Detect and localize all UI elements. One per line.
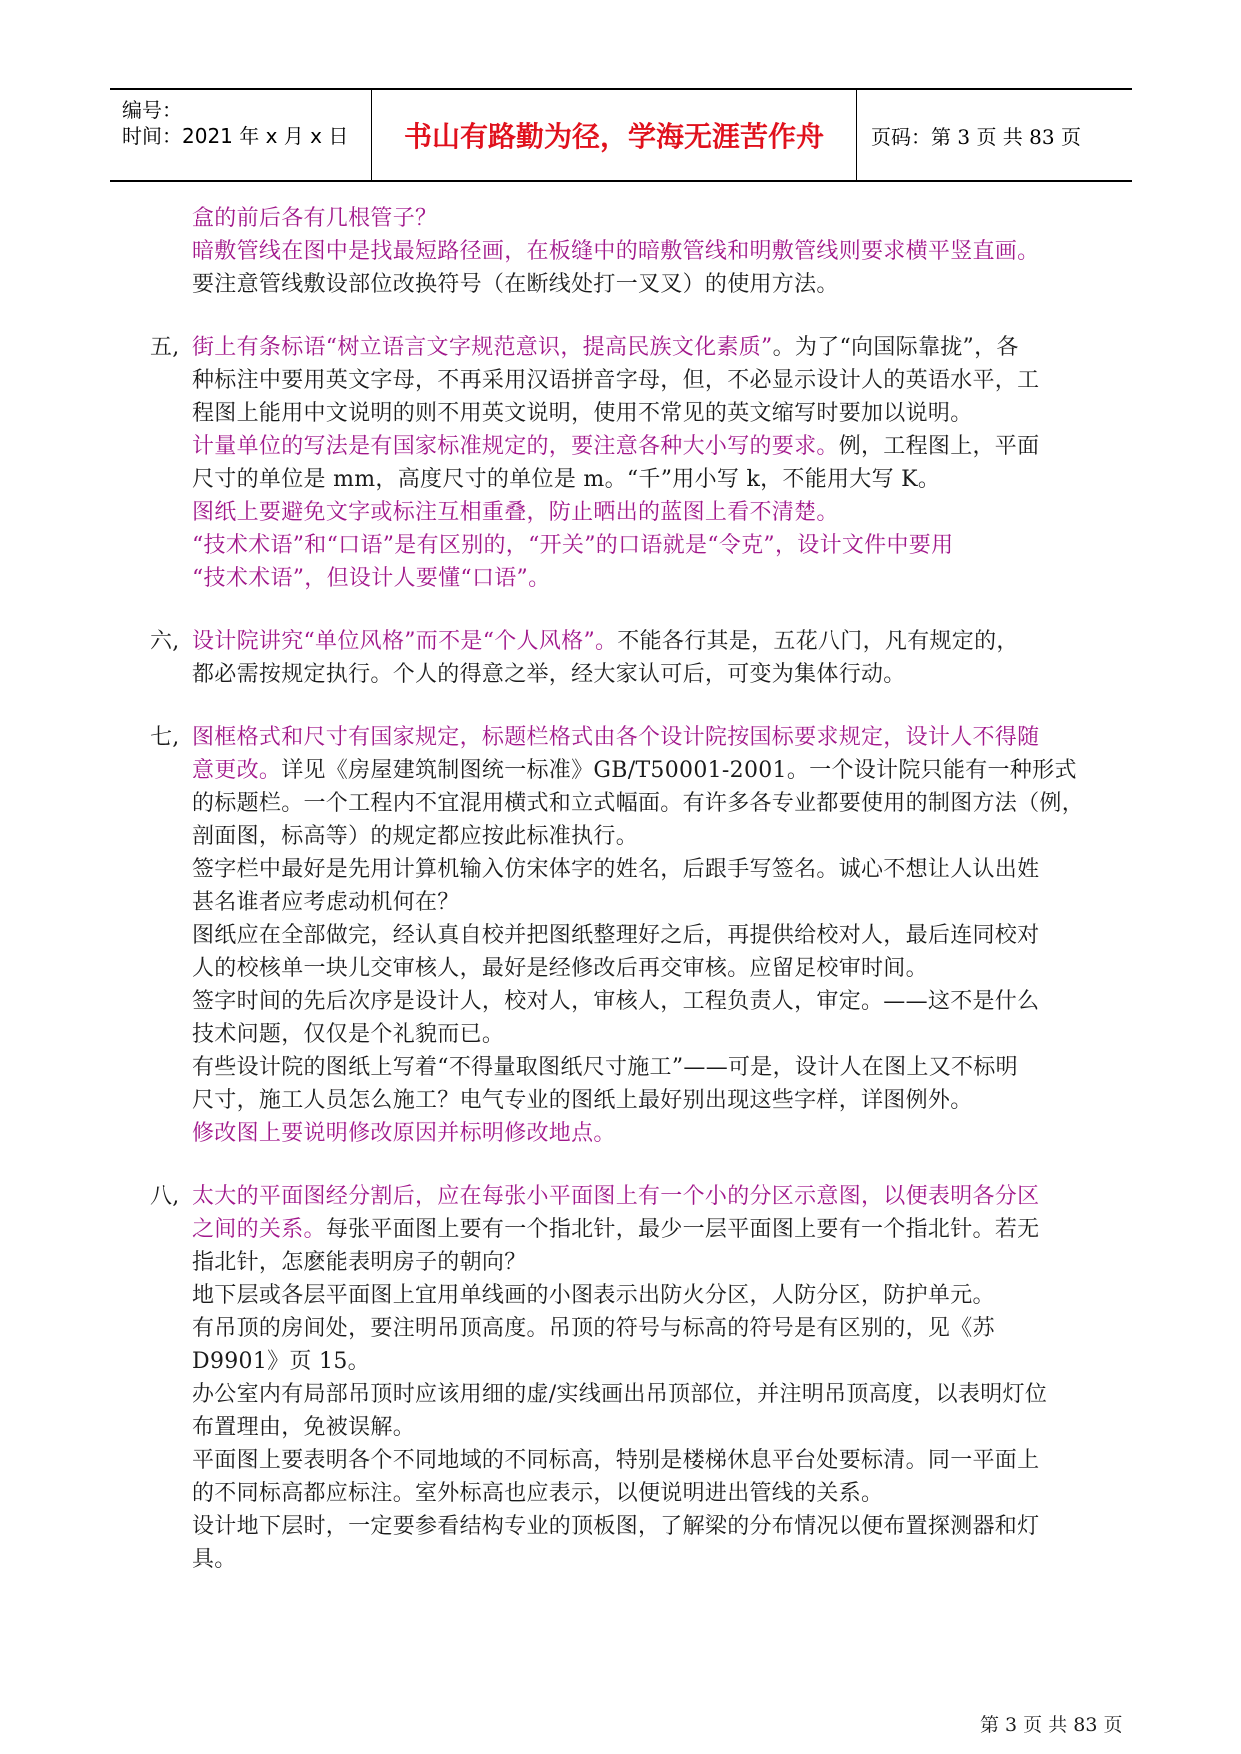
section-number: 八, xyxy=(150,1184,180,1209)
body-text: 尺寸的单位是 mm，高度尺寸的单位是 m。“千”用小写 k，不能用大写 K。 xyxy=(192,467,941,492)
number-label: 编号： xyxy=(122,98,182,122)
text-line xyxy=(150,1345,1140,1378)
text-line xyxy=(150,919,1140,952)
text-line xyxy=(150,754,1140,787)
text-line xyxy=(150,1213,1140,1246)
body-text: 设计地下层时，一定要参看结构专业的顶板图，了解梁的分布情况以便布置探测器和灯 xyxy=(192,1514,1040,1539)
body-text: 尺寸，施工人员怎么施工？电气专业的图纸上最好别出现这些字样，详图例外。 xyxy=(192,1088,973,1113)
body-text: 地下层或各层平面图上宜用单线画的小图表示出防火分区，人防分区，防护单元。 xyxy=(192,1283,995,1308)
text-line xyxy=(150,268,1140,301)
highlighted-text: 计量单位的写法是有国家标准规定的，要注意各种大小写的要求。 xyxy=(192,434,839,459)
page-info: 页码：第 3 页 共 83 页 xyxy=(871,124,1081,149)
body-text: 图纸应在全部做完，经认真自校并把图纸整理好之后，再提供给校对人，最后连同校对 xyxy=(192,923,1040,948)
text-line xyxy=(150,787,1140,820)
highlighted-text: “技术术语”，但设计人要懂“口语”。 xyxy=(192,566,551,591)
text-line xyxy=(150,1510,1140,1543)
page-footer: 第 3 页 共 83 页 xyxy=(980,1714,1123,1736)
page-header xyxy=(110,88,1132,182)
highlighted-text: 设计院讲究“单位风格”而不是“个人风格”。 xyxy=(192,629,618,654)
body-text: 要注意管线敷设部位改换符号（在断线处打一叉叉）的使用方法。 xyxy=(192,272,839,297)
body-text: 布置理由，免被误解。 xyxy=(192,1415,416,1440)
text-line xyxy=(150,985,1140,1018)
body-text: 具。 xyxy=(192,1547,237,1572)
text-line xyxy=(150,1018,1140,1051)
highlighted-text: 之间的关系。 xyxy=(192,1217,326,1242)
highlighted-text: “技术术语”和“口语”是有区别的，“开关”的口语就是“令克”，设计文件中要用 xyxy=(192,533,954,558)
document-body xyxy=(150,202,1140,1576)
text-line xyxy=(150,397,1140,430)
highlighted-text: 意更改。 xyxy=(192,758,282,783)
paragraph-gap xyxy=(150,691,1140,721)
highlighted-text: 修改图上要说明修改原因并标明修改地点。 xyxy=(192,1121,616,1146)
text-line xyxy=(150,430,1140,463)
body-text: 签字时间的先后次序是设计人，校对人，审核人，工程负责人，审定。——这不是什么 xyxy=(192,989,1040,1014)
text-line xyxy=(150,820,1140,853)
text-line xyxy=(150,1444,1140,1477)
paragraph-gap xyxy=(150,595,1140,625)
header-meta-cell xyxy=(110,90,372,180)
body-text: 办公室内有局部吊顶时应该用细的虚/实线画出吊顶部位，并注明吊顶高度，以表明灯位 xyxy=(192,1382,1048,1407)
body-text: 详见《房屋建筑制图统一标准》GB/T50001-2001。一个设计院只能有一种形式 xyxy=(281,758,1077,783)
body-text: 例，工程图上，平面 xyxy=(838,434,1040,459)
highlighted-text: 太大的平面图经分割后，应在每张小平面图上有一个小的分区示意图，以便表明各分区 xyxy=(192,1184,1040,1209)
text-line xyxy=(150,1084,1140,1117)
text-line xyxy=(150,1246,1140,1279)
text-line xyxy=(150,1312,1140,1345)
section-first-line xyxy=(150,331,1140,364)
body-text: 都必需按规定执行。个人的得意之举，经大家认可后，可变为集体行动。 xyxy=(192,662,906,687)
body-text: 每张平面图上要有一个指北针，最少一层平面图上要有一个指北针。若无 xyxy=(325,1217,1040,1242)
section-first-line xyxy=(150,721,1140,754)
text-line xyxy=(150,886,1140,919)
text-line xyxy=(150,1279,1140,1312)
body-text: 程图上能用中文说明的则不用英文说明，使用不常见的英文缩写时要加以说明。 xyxy=(192,401,973,426)
body-text: 不能各行其是，五花八门，凡有规定的， xyxy=(617,629,1019,654)
text-line xyxy=(150,235,1140,268)
section-number: 七, xyxy=(150,725,180,750)
body-text: 剖面图，标高等）的规定都应按此标准执行。 xyxy=(192,824,639,849)
body-text: 。为了“向国际靠拢”，各 xyxy=(772,335,1019,360)
body-text: 有些设计院的图纸上写着“不得量取图纸尺寸施工”——可是，设计人在图上又不标明 xyxy=(192,1055,1018,1080)
text-line xyxy=(150,952,1140,985)
paragraph-gap xyxy=(150,301,1140,331)
body-text: 的标题栏。一个工程内不宜混用横式和立式幅面。有许多各专业都要使用的制图方法（例， xyxy=(192,791,1085,816)
highlighted-text: 图框格式和尺寸有国家规定，标题栏格式由各个设计院按国标要求规定，设计人不得随 xyxy=(192,725,1040,750)
body-text: 种标注中要用英文字母，不再采用汉语拼音字母，但，不必显示设计人的英语水平，工 xyxy=(192,368,1040,393)
body-text: 平面图上要表明各个不同地域的不同标高，特别是楼梯休息平台处要标清。同一平面上 xyxy=(192,1448,1040,1473)
section-first-line xyxy=(150,625,1140,658)
time-label: 时间：2021 年 x 月 x 日 xyxy=(122,124,349,148)
text-line xyxy=(150,364,1140,397)
text-line xyxy=(150,1117,1140,1150)
section-number: 五, xyxy=(150,335,180,360)
text-line xyxy=(150,1411,1140,1444)
highlighted-text: 盒的前后各有几根管子？ xyxy=(192,206,438,231)
text-line xyxy=(150,658,1140,691)
text-line xyxy=(150,1543,1140,1576)
section-number: 六, xyxy=(150,629,180,654)
text-line xyxy=(150,202,1140,235)
motto-text: 书山有路勤为径，学海无涯苦作舟 xyxy=(372,90,857,180)
text-line xyxy=(150,529,1140,562)
text-line xyxy=(150,1051,1140,1084)
section-first-line xyxy=(150,1180,1140,1213)
body-text: 甚名谁者应考虑动机何在？ xyxy=(192,890,460,915)
text-line xyxy=(150,463,1140,496)
body-text: 有吊顶的房间处，要注明吊顶高度。吊顶的符号与标高的符号是有区别的，见《苏 xyxy=(192,1316,995,1341)
highlighted-text: 街上有条标语“树立语言文字规范意识，提高民族文化素质” xyxy=(192,335,773,360)
body-text: D9901》页 15。 xyxy=(192,1349,370,1374)
text-line xyxy=(150,1378,1140,1411)
text-line xyxy=(150,1477,1140,1510)
highlighted-text: 暗敷管线在图中是找最短路径画，在板缝中的暗敷管线和明敷管线则要求横平竖直画。 xyxy=(192,239,1040,264)
text-line xyxy=(150,562,1140,595)
text-line xyxy=(150,853,1140,886)
body-text: 签字栏中最好是先用计算机输入仿宋体字的姓名，后跟手写签名。诚心不想让人认出姓 xyxy=(192,857,1040,882)
body-text: 的不同标高都应标注。室外标高也应表示，以便说明进出管线的关系。 xyxy=(192,1481,884,1506)
highlighted-text: 图纸上要避免文字或标注互相重叠，防止晒出的蓝图上看不清楚。 xyxy=(192,500,839,525)
text-line xyxy=(150,496,1140,529)
paragraph-gap xyxy=(150,1150,1140,1180)
body-text: 技术问题，仅仅是个礼貌而已。 xyxy=(192,1022,505,1047)
body-text: 指北针，怎麽能表明房子的朝向？ xyxy=(192,1250,527,1275)
body-text: 人的校核单一块儿交审核人，最好是经修改后再交审核。应留足校审时间。 xyxy=(192,956,928,981)
